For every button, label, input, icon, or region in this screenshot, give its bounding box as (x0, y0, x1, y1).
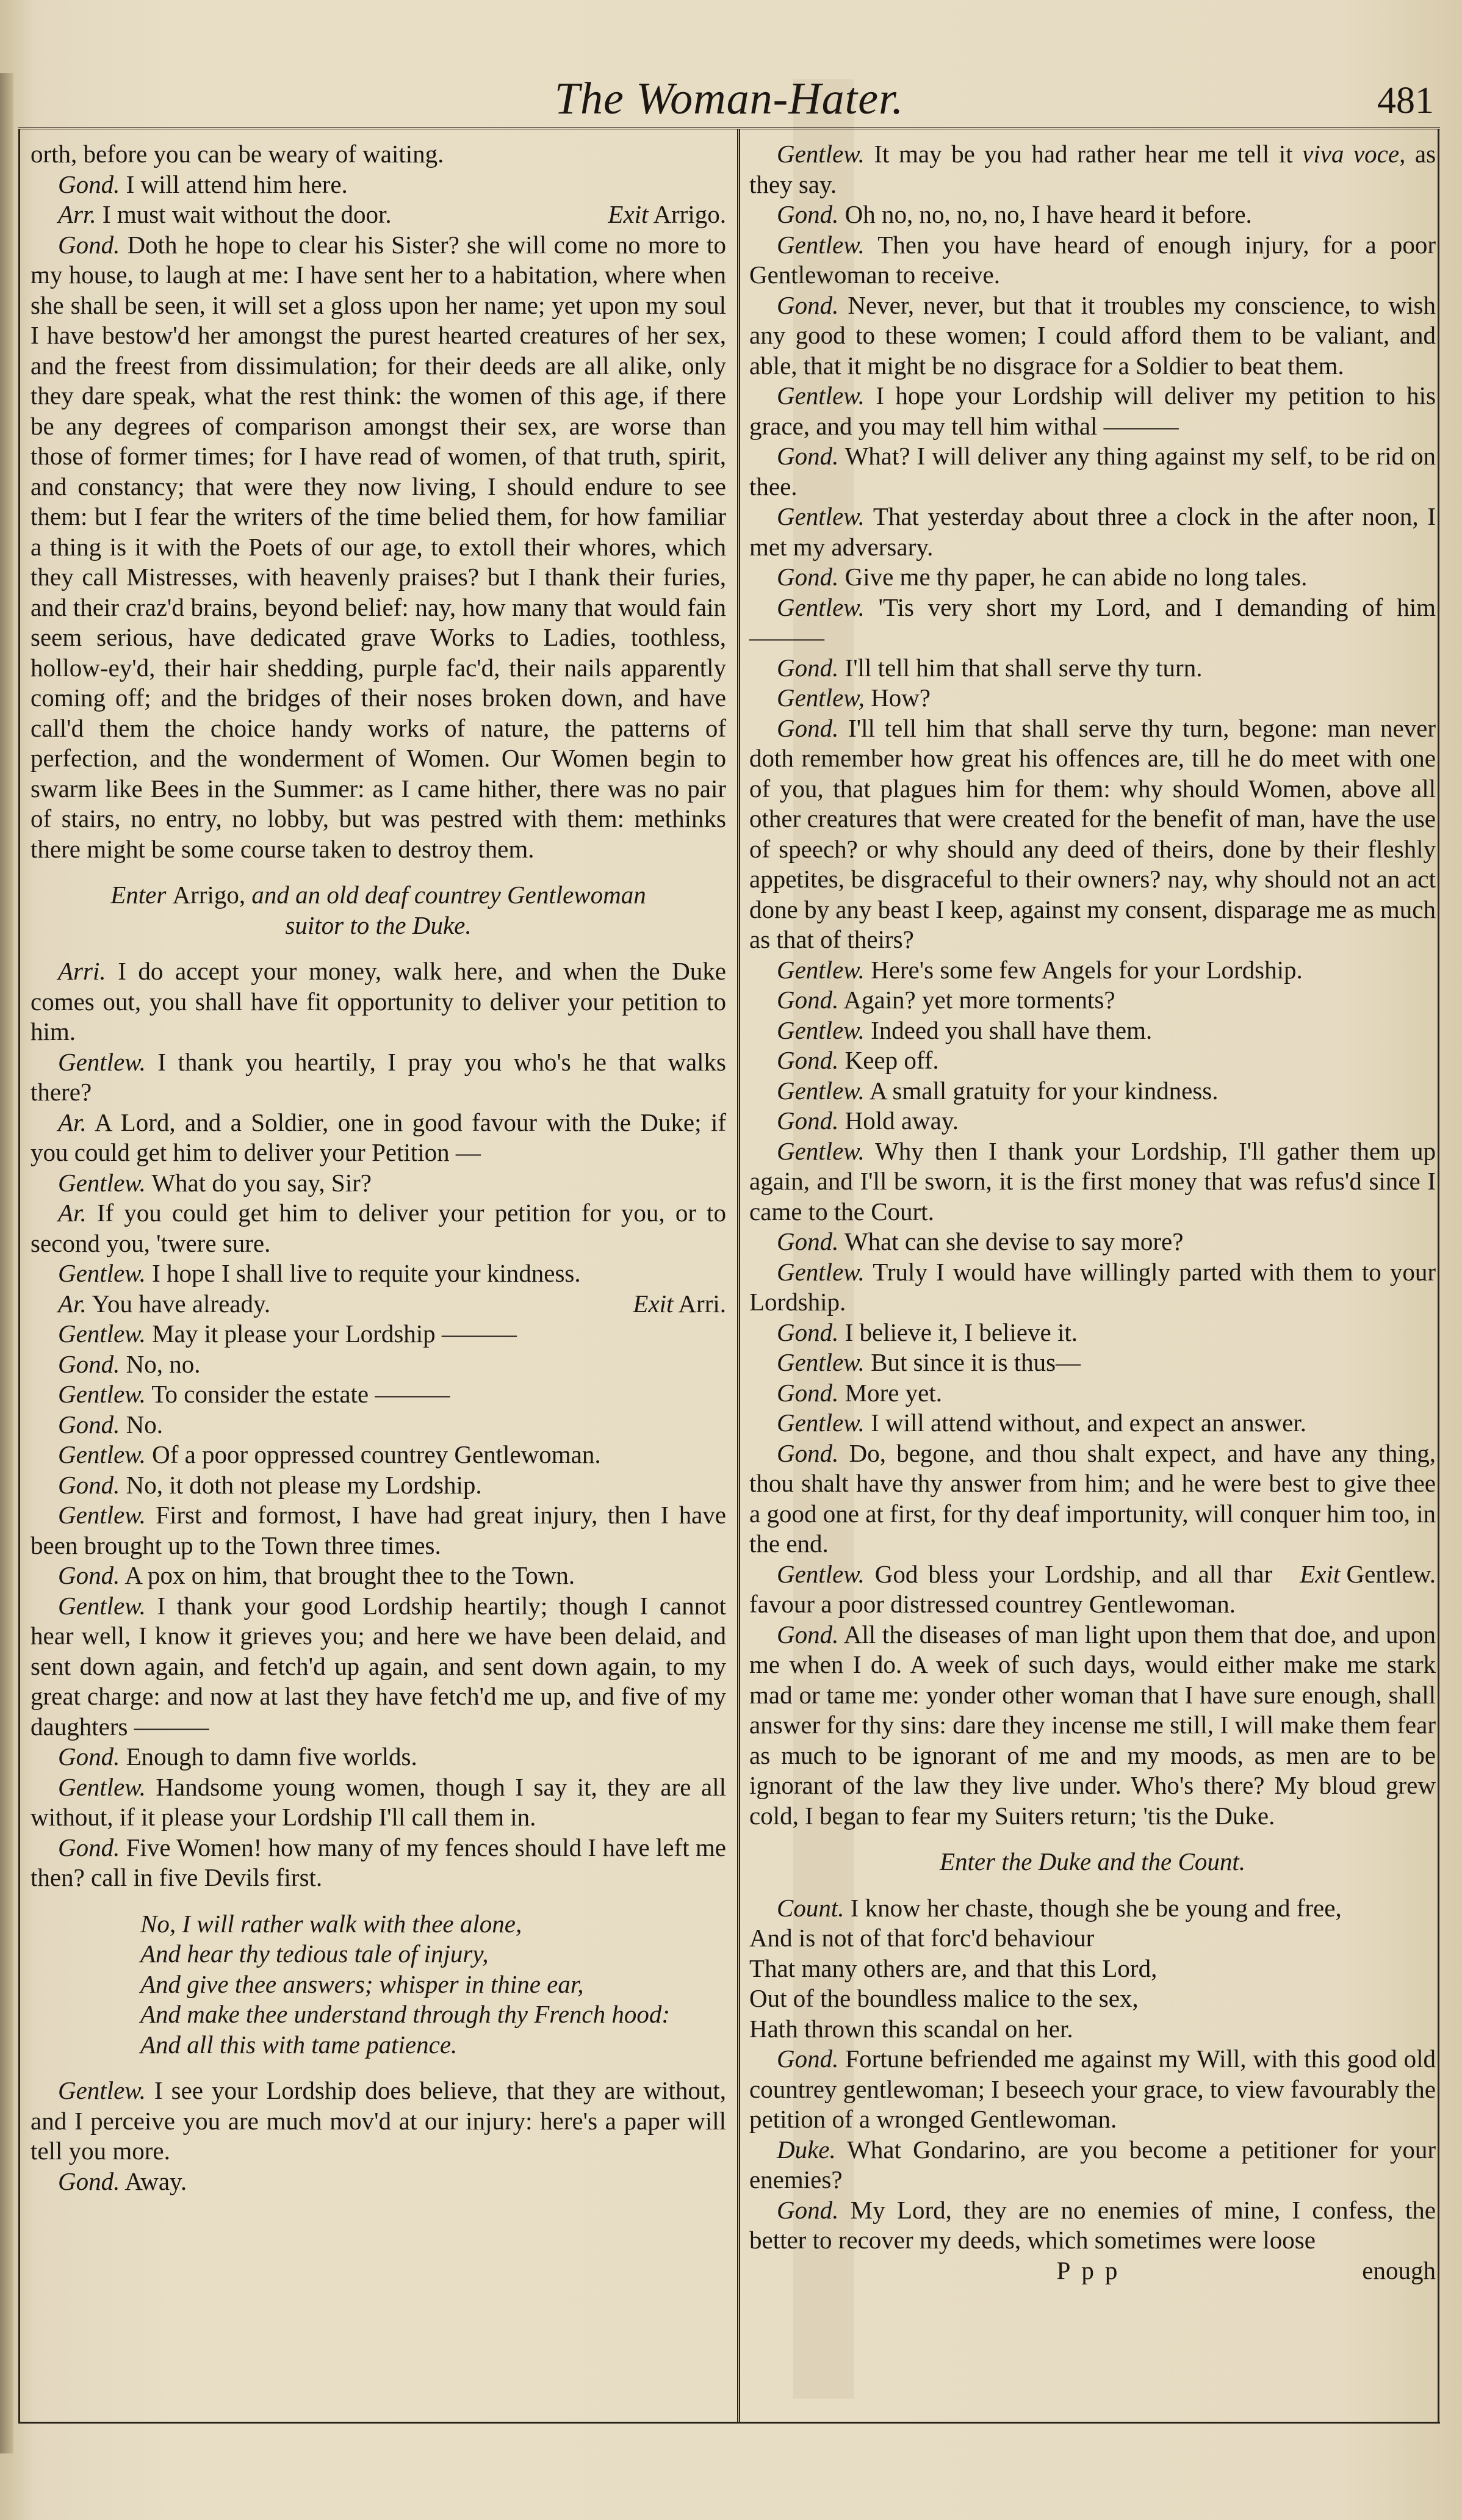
speech-text: I do accept your money, walk here, and when the Duke comes out, you shall have fit opportunity to deliver your petition to him. (31, 957, 727, 1045)
speaker-name: Gentlew. (58, 1440, 146, 1468)
column-divider (737, 129, 740, 2423)
verse-line (749, 1984, 1436, 2014)
bottom-rule (18, 2422, 1440, 2424)
speaker-name: Gond. (777, 200, 839, 228)
speaker-name: Gentlew. (777, 1559, 865, 1588)
speech-text: A small gratuity for your kindness. (869, 1076, 1219, 1105)
speech-text: God bless your Lordship, and all thar favour a poor distressed countrey Gentlewoman. (749, 1559, 1273, 1618)
speaker-name: Gentlew. (777, 1348, 865, 1376)
speaker-name: Gentlew. (58, 1380, 146, 1408)
speech-line (31, 1410, 726, 1440)
verse-line: And hear thy tedious tale of injury, (140, 1940, 489, 1968)
italic-phrase: viva voce, (1302, 140, 1406, 168)
speaker-name: Gentlew. (777, 230, 865, 259)
speaker-name: Gond. (58, 1833, 120, 1861)
exit-direction (1272, 1559, 1436, 1590)
speech-text: What? I will deliver any thing against my self, to be rid on thee. (749, 442, 1436, 500)
speaker-name: Gentlew. (777, 955, 865, 984)
speech-line (31, 230, 726, 865)
speech-text: I hope I shall live to requite your kindness. (152, 1259, 581, 1287)
exit-name: Gentlew. (1346, 1559, 1436, 1588)
speaker-name: Count. (777, 1893, 844, 1922)
speech-line (31, 1319, 726, 1349)
speech-text: I will attend without, and expect an answer. (871, 1409, 1306, 1437)
speech-line (749, 1076, 1436, 1107)
speaker-name: Gond. (777, 986, 839, 1014)
speaker-name: Gentlew. (777, 1076, 865, 1105)
speech-line (749, 1378, 1436, 1409)
speaker-name: Gentlew. (777, 140, 865, 168)
speech-line (31, 1047, 726, 1108)
speech-line (749, 139, 1436, 200)
speech-text: Keep off. (844, 1046, 939, 1074)
stage-direction: Enter the Duke and the Count. (939, 1847, 1245, 1876)
speech-line (31, 1258, 726, 1289)
speech-text: All the diseases of man light upon them that doe, and upon me when I do. A week of such days, would either make me stark mad or tame me: yonder other woman that I have sure enough, shall answer for thy sins: dare they incense me still, I will make them fear as much to be ignorant of me and my moods, as men are to be ignorant of the law they live under. Who's there? My bloud grew cold, I began to fear my Suiters return; 'tis the Duke. (749, 1620, 1436, 1830)
speaker-name: Gentlew. (58, 1320, 146, 1348)
speech-line (749, 1136, 1436, 1227)
speech-line (31, 139, 726, 170)
speech-line (749, 1439, 1436, 1559)
verse-line: And all this with tame patience. (140, 2030, 458, 2059)
speaker-name: Gond. (777, 563, 839, 591)
speaker-name: Gond. (777, 1620, 839, 1648)
speaker-name: Gentlew. (777, 1016, 865, 1044)
speech-line (31, 1470, 726, 1501)
verse-text: Out of the boundless malice to the sex, (749, 1984, 1139, 2012)
speech-text: Here's some few Angels for your Lordship. (871, 955, 1303, 984)
speech-line (31, 1440, 726, 1470)
speech-text: I'll tell him that shall serve thy turn, begone: man never doth remember how great his offences are, till he do meet with one of you, that plagues him for them: why should Women, above all other creatures that were created for the benefit of man, have the use of speech? or why should any deed of theirs, done by their fleshly appetites, be disgraceful to their owners? nay, why should not an act done by any beast I keep, against my consent, disparage me as much as that of theirs? (749, 713, 1436, 953)
page-footer (749, 2256, 1436, 2286)
speech-line (31, 1108, 726, 1168)
speech-text: But since it is thus— (871, 1348, 1081, 1376)
speech-text: Oh no, no, no, no, I have heard it before. (844, 200, 1252, 228)
left-column (31, 139, 726, 2197)
speech-line (749, 985, 1436, 1016)
speaker-name: Gond. (777, 1046, 839, 1074)
verse-line (749, 1923, 1436, 1954)
speech-line (749, 713, 1436, 955)
exit-direction (605, 1289, 726, 1320)
speech-line (31, 956, 726, 1047)
speech-line (31, 2167, 726, 2197)
speech-text: No, no. (126, 1349, 201, 1378)
speech-line (31, 1772, 726, 1833)
speech-line (749, 1348, 1436, 1378)
speaker-name: Gentlew. (58, 1259, 146, 1287)
speaker-name: Ar. (58, 1108, 87, 1136)
speech-line (749, 955, 1436, 986)
speaker-name: Gentlew. (58, 1591, 146, 1620)
stage-name: Arrigo, (172, 881, 246, 909)
catchword: enough (1362, 2256, 1436, 2284)
speaker-name: Gond. (777, 442, 839, 470)
speech-text: I see your Lordship does believe, that they are without, and I perceive you are much mov'd at our injury: here's a paper will tell you more. (31, 2076, 727, 2165)
speech-line (749, 1016, 1436, 1046)
signature-mark: Ppp (1056, 2256, 1129, 2284)
verse-text: And is not of that forc'd behaviour (749, 1924, 1095, 1952)
speaker-name: Arri. (58, 957, 106, 985)
speech-text: Indeed you shall have them. (871, 1016, 1153, 1044)
speech-line (31, 1591, 726, 1742)
speech-text: I believe it, I believe it. (844, 1318, 1078, 1346)
speaker-name: Arr. (58, 200, 96, 228)
speech-line (31, 1742, 726, 1772)
speech-text: What can she devise to say more? (844, 1227, 1184, 1255)
exit-word: Exit (608, 200, 649, 228)
speech-text: If you could get him to deliver your petition for you, or to second you, 'twere sure. (31, 1199, 726, 1257)
speech-text: Never, never, but that it troubles my conscience, to wish any good to these women; I could afford them to be valiant, and able, that it might be no disgrace for a Soldier to beat them. (749, 291, 1436, 380)
exit-word: Exit (633, 1289, 674, 1318)
speech-line (31, 1379, 726, 1410)
speech-text: It may be you had rather hear me tell it (874, 140, 1293, 168)
verse-text: I know her chaste, though she be young and free, (850, 1893, 1342, 1922)
speech-line (749, 1318, 1436, 1348)
speaker-name: Gentlew, (777, 684, 865, 712)
speech-line (749, 1559, 1436, 1620)
speech-text: I must wait without the door. (102, 200, 392, 228)
speaker-name: Gond. (58, 230, 120, 259)
exit-word: Exit (1300, 1559, 1341, 1588)
speaker-name: Gond. (777, 2045, 839, 2073)
speech-line (749, 1408, 1436, 1439)
speaker-name: Gond. (58, 2167, 120, 2195)
speaker-name: Gond. (777, 1227, 839, 1255)
speech-text: No. (126, 1410, 163, 1439)
speech-text: To consider the estate ——— (151, 1380, 450, 1408)
speech-line (749, 593, 1436, 653)
verse-line: No, I will rather walk with thee alone, (140, 1909, 522, 1938)
speaker-name: Gentlew. (58, 2076, 146, 2104)
speech-line (749, 200, 1436, 230)
speech-line (749, 230, 1436, 291)
speech-text: Why then I thank your Lordship, I'll gather them up again, and I'll be sworn, it is the first money that was refus'd since I came to the Court. (749, 1136, 1436, 1226)
speaker-name: Gond. (777, 713, 839, 742)
speech-text: Five Women! how many of my fences should I have left me then? call in five Devils first. (31, 1833, 727, 1891)
speech-line (749, 1106, 1436, 1136)
speech-text: Doth he hope to clear his Sister? she will come no more to my house, to laugh at me: I have sent her to a habitation, where when she shall be seen, it will set a gloss upon her name; yet upon my soul I have bestow'd her amongst the purest hearted creatures of her sex, and the freest from dissimulation; for their deeds are all alike, only they dare speak, what the rest think: the women of this age, if there be any degrees of comparison amongst their sex, are worse than those of former times; for I have read of women, of that truth, spirit, and constancy; that were they now living, I should endure to see them: but I fear the writers of the time belied them, for how familiar a thing is it with the Poets of our age, to extoll their whores, which they call Mistresses, with heavenly praises? but I thank their furies, and their craz'd brains, beyond belief: nay, how many that would fain seem serious, have dedicated grave Works to Ladies, toothless, hollow-ey'd, their hair shedding, purple fac'd, their nails apparently coming off; and the bridges of their noses broken down, and have call'd them the choice handy works of nature, the patterns of perfection, and the wonderment of Women. Our Women begin to swarm like Bees in the Summer: as I came hither, there was no pair of stairs, no entry, no lobby, but was pestred with them: methinks there might be some course taken to destroy them. (31, 230, 727, 863)
speech-text: Away. (124, 2167, 187, 2195)
speaker-name: Gentlew. (777, 1409, 865, 1437)
running-title: The Woman-Hater. (554, 74, 904, 124)
verse-text: Hath thrown this scandal on her. (749, 2014, 1073, 2043)
exit-name: Arri. (678, 1289, 726, 1318)
speech-text: May it please your Lordship ——— (152, 1320, 517, 1348)
verse-line (749, 1954, 1436, 1984)
verse-line: And give thee answers; whisper in thine ear, (140, 1969, 584, 1998)
stage-direction (31, 880, 726, 940)
speaker-name: Gond. (58, 1470, 120, 1499)
speech-text: Again? yet more torments? (843, 986, 1115, 1014)
speech-text: Of a poor oppressed countrey Gentlewoman. (152, 1440, 601, 1468)
speech-text: You have already. (92, 1289, 271, 1318)
speech-text: Then you have heard of enough injury, for a poor Gentlewoman to receive. (749, 230, 1436, 289)
speech-line (749, 653, 1436, 684)
speech-line (31, 1198, 726, 1258)
stage-rest: and an old deaf countrey Gentlewoman (251, 881, 646, 909)
verse-line: And make thee understand through thy French hood: (140, 2000, 671, 2028)
speech-text: I will attend him here. (126, 170, 348, 198)
speech-line (749, 502, 1436, 562)
speech-text: I thank you heartily, I pray you who's he that walks there? (31, 1047, 726, 1106)
exit-direction (580, 200, 726, 230)
stage-line2: suitor to the Duke. (285, 911, 472, 939)
speaker-name: Gentlew. (777, 502, 865, 530)
speaker-name: Gond. (777, 1378, 839, 1407)
speech-line (31, 1561, 726, 1591)
speech-text: Fortune befriended me against my Will, with this good old countrey gentlewoman; I beseech your grace, to view favourably the petition of a wronged Gentlewoman. (749, 2045, 1436, 2133)
speech-text: 'Tis very short my Lord, and I demanding of him ——— (749, 593, 1436, 651)
speech-text: A pox on him, that brought thee to the Town. (124, 1561, 575, 1589)
speaker-name: Gond. (777, 291, 839, 319)
speech-text: I thank your good Lordship heartily; though I cannot hear well, I know it grieves you; and here we have been delaid, and sent down again, and fetch'd up again, and sent down again, to my great charge: and now at last they have fetch'd me up, and five of my daughters ——— (31, 1591, 726, 1741)
verse-line (749, 1893, 1436, 1924)
right-rule (1438, 129, 1439, 2423)
speaker-name: Gentlew. (777, 593, 865, 621)
speech-text: No, it doth not please my Lordship. (126, 1470, 482, 1499)
speaker-name: Gond. (58, 170, 120, 198)
speech-line (31, 200, 726, 230)
speaker-name: Gentlew. (777, 1257, 865, 1286)
speaker-name: Gond. (777, 653, 839, 682)
speech-text: What do you say, Sir? (151, 1168, 372, 1197)
speech-text: A Lord, and a Soldier, one in good favour with the Duke; if you could get him to deliver your Petition — (31, 1108, 726, 1166)
speaker-name: Gond. (777, 1107, 839, 1135)
speaker-name: Ar. (58, 1289, 87, 1318)
speech-text: What Gondarino, are you become a petitioner for your enemies? (749, 2135, 1436, 2193)
speech-text: More yet. (844, 1378, 943, 1407)
speaker-name: Gond. (58, 1742, 120, 1771)
speech-line (31, 2076, 726, 2167)
speech-text: Truly I would have willingly parted with them to your Lordship. (749, 1257, 1436, 1316)
speech-line (31, 170, 726, 200)
speaker-name: Gentlew. (58, 1047, 146, 1076)
header (18, 67, 1440, 128)
speech-text: Give me thy paper, he can abide no long tales. (844, 563, 1308, 591)
speech-text: Handsome young women, though I say it, they are all without, if it please your Lordship I'll call them in. (31, 1772, 727, 1831)
speaker-name: Gentlew. (58, 1168, 146, 1197)
speech-text: I hope your Lordship will deliver my petition to his grace, and you may tell him withal ——— (749, 381, 1436, 440)
speech-text: First and formost, I have had great injury, then I have been brought up to the Town three times. (31, 1501, 726, 1559)
speech-line (749, 2044, 1436, 2135)
top-rule (18, 127, 1440, 129)
speaker-name: Gentlew. (777, 1136, 865, 1165)
speech-text: orth, before you can be weary of waiting. (31, 140, 444, 168)
speech-line (749, 381, 1436, 441)
speech-line (749, 1620, 1436, 1832)
speech-line (31, 1289, 726, 1320)
speaker-name: Gond. (777, 1439, 839, 1467)
speaker-name: Gond. (58, 1561, 120, 1589)
speech-line (749, 441, 1436, 502)
speech-line (31, 1500, 726, 1561)
verse-block (140, 1909, 726, 2060)
speaker-name: Gentlew. (777, 381, 865, 410)
stage-enter: Enter (110, 881, 167, 909)
speech-text: Enough to damn five worlds. (126, 1742, 417, 1771)
speaker-name: Gond. (58, 1349, 120, 1378)
exit-name: Arrigo. (653, 200, 726, 228)
speech-text: How? (871, 684, 931, 712)
speech-line (749, 2135, 1436, 2195)
right-column (749, 139, 1436, 2286)
speaker-name: Gond. (58, 1410, 120, 1439)
speech-text: That yesterday about three a clock in the after noon, I met my adversary. (749, 502, 1436, 561)
speech-line (749, 291, 1436, 381)
speech-line (31, 1168, 726, 1199)
speaker-name: Gentlew. (58, 1772, 146, 1801)
speech-text-end: as they say. (749, 140, 1436, 198)
speech-text: I'll tell him that shall serve thy turn. (844, 653, 1203, 682)
speech-line (31, 1833, 726, 1893)
speaker-name: Gond. (777, 2195, 839, 2224)
verse-line (749, 2014, 1436, 2045)
page-number: 481 (1377, 80, 1434, 121)
binding-edge (0, 73, 13, 2453)
speech-text: Hold away. (844, 1107, 959, 1135)
speech-text: My Lord, they are no enemies of mine, I confess, the better to recover my deeds, which sometimes were loose (749, 2195, 1436, 2254)
verse-text: That many others are, and that this Lord, (749, 1954, 1158, 1982)
speech-line (749, 562, 1436, 593)
speech-line (749, 1257, 1436, 1318)
speech-line (31, 1349, 726, 1380)
speaker-name: Duke. (777, 2135, 836, 2164)
speech-text: Do, begone, and thou shalt expect, and have any thing, thou shalt have thy answer from him; and he were best to give thee a good one at first, for thy deaf importunity, will conquer him too, in the end. (749, 1439, 1436, 1558)
speech-line (749, 683, 1436, 713)
speech-line (749, 1045, 1436, 1076)
speaker-name: Gentlew. (58, 1501, 146, 1529)
speaker-name: Gond. (777, 1318, 839, 1346)
speech-line (749, 1227, 1436, 1257)
left-rule (18, 129, 20, 2423)
verse-speech (749, 1893, 1436, 2045)
speech-line (749, 2195, 1436, 2256)
speaker-name: Ar. (58, 1199, 87, 1227)
